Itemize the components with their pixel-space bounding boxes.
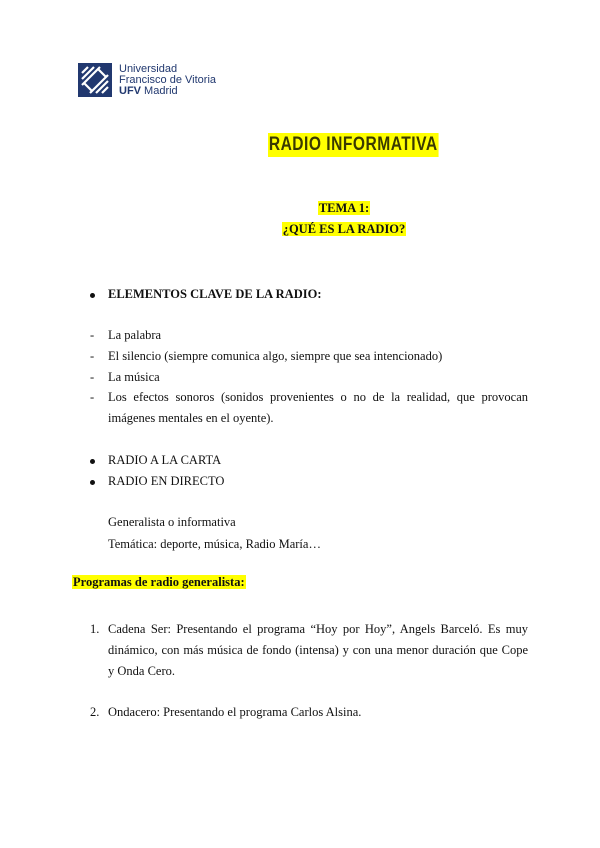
logo-madrid: Madrid <box>141 84 178 97</box>
tema-question <box>230 222 458 237</box>
elemento-text: Los efectos sonoros (sonidos provenientes o no de la realidad, que provocan imágenes mentales en el oyente). <box>108 390 528 425</box>
bullet-dot-icon <box>90 453 108 468</box>
logo-ufv: UFV <box>119 84 141 97</box>
programas-heading <box>72 575 246 590</box>
elemento-text: El silencio (siempre comunica algo, siempre que sea intencionado) <box>108 349 443 363</box>
subtipo-generalista: Generalista o informativa <box>108 515 236 529</box>
subtipo-tematica: Temática: deporte, música, Radio María… <box>108 537 321 551</box>
tipo-text: RADIO EN DIRECTO <box>108 474 225 488</box>
ufv-logo-icon <box>78 63 112 97</box>
logo-line-2: Francisco de Vitoria <box>119 73 217 86</box>
programa-text: Cadena Ser: Presentando el programa “Hoy por Hoy”, Angels Barceló. Es muy dinámico, con más música de fondo (intensa) y con una menor duración que Cope y Onda Cero. <box>108 622 528 678</box>
list-item: - Los efectos sonoros (sonidos provenientes o no de la realidad, que provocan imágenes mentales en el oyente). <box>90 387 528 429</box>
elemento-text: La palabra <box>108 328 162 342</box>
bullet-elementos-heading <box>90 287 321 302</box>
logo-wordmark <box>119 64 216 97</box>
list-item: - La palabra <box>90 328 162 342</box>
programa-item <box>90 702 528 723</box>
bullet-tipo-directo <box>90 474 224 489</box>
bullet-dot-icon <box>90 474 108 489</box>
bullet-tipo-carta <box>90 453 221 468</box>
elemento-text: La música <box>108 370 160 384</box>
bullet-dot-icon <box>90 287 108 302</box>
list-item: - El silencio (siempre comunica algo, siempre que sea intencionado) <box>90 349 443 363</box>
tema-number <box>230 201 458 216</box>
programa-text: Ondacero: Presentando el programa Carlos Alsina. <box>108 705 362 719</box>
tema-question-text: ¿QUÉ ES LA RADIO? <box>282 222 406 236</box>
programa-item <box>90 619 528 682</box>
programa-number: 2. <box>90 705 100 719</box>
tipo-text: RADIO A LA CARTA <box>108 453 222 467</box>
logo-line-1: Universidad <box>119 62 178 75</box>
document-title: RADIO INFORMATIVA <box>268 134 438 155</box>
elementos-heading: ELEMENTOS CLAVE DE LA RADIO: <box>108 287 322 301</box>
list-item: - La música <box>90 370 160 384</box>
tema-number-text: TEMA 1: <box>318 201 370 215</box>
university-logo <box>78 60 248 100</box>
logo-line-3 <box>119 86 216 97</box>
programa-number: 1. <box>90 622 100 636</box>
document-title-wrap <box>268 133 476 157</box>
programas-heading-text: Programas de radio generalista: <box>73 575 245 589</box>
